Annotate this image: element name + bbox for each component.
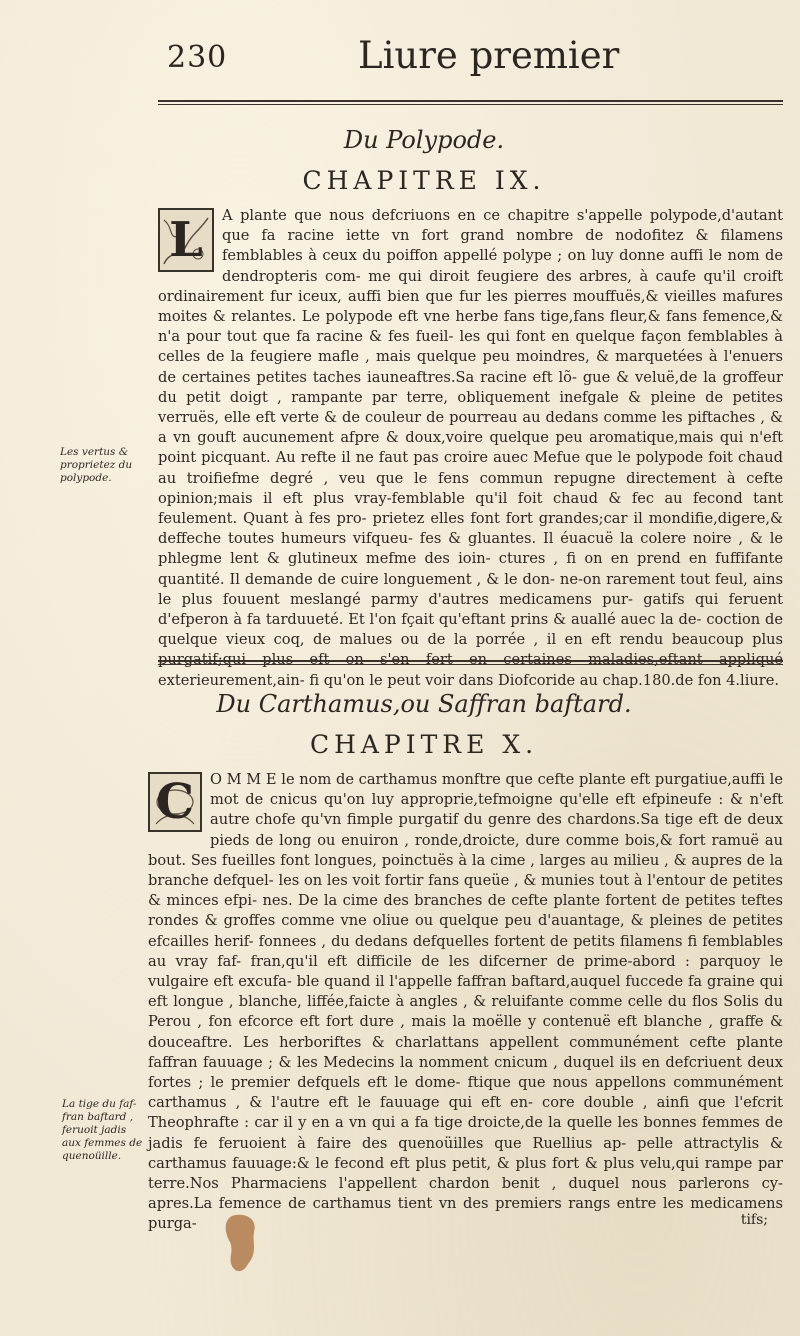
chapter-ix-text xyxy=(158,206,783,691)
dropcap-letter: C xyxy=(155,774,195,830)
header-rule xyxy=(158,100,783,102)
margin-note-vertus: Les vertus & proprietez du polypode. xyxy=(60,446,133,484)
section-divider-secondary xyxy=(158,664,783,665)
paragraph: A plante que nous defcriuons en ce chapitre s'appelle polypode,d'autant que fa racine iette vn fort grand nombre de nodofitez & filamens femblables à ceux du poiffon appellé polype ; on luy donne auffi le nom de dendropteris com- me qui diroit feugiere des arbres, à caufe qu'il croift ordinairement fur iceux, auffi bien que fur les pierres mouffuës,& vieilles mafures moites & relantes. Le polypode eft vne herbe fans tige,fans fleur,& fans femence,& n'a pour tout que fa racine & fes fueil- les qui font en quelque façon femblables à celles de la feugiere mafle , mais quelque peu moindres, & marquetées à l'enuers de certaines petites taches iauneaftres.Sa racine eft lõ- gue & veluë,de la groffeur du petit doigt , rampante par terre, obliquement inefgale & pleine de petites verruës, elle eft verte & de couleur de pourreau au dedans comme les piftaches , & a vn gouft aucunement afpre & doux,voire quelque peu aromatique,mais qui n'eft point picquant. Au refte il ne faut pas croire auec Mefue que le polypode foit chaud au troifiefme degré , veu que le fens commun repugne directement à cefte opinion;mais il eft plus vray-femblable qu'il foit chaud & fec au fecond tant feulement. Quant à fes pro- prietez elles font fort grandes;car il mondifie,digere,& deffeche toutes humeurs vifqueu- fes & gluantes. Il éuacuë la colere noire , & le phlegme lent & glutineux mefme des ioin- ctures , fi on en prend en fuffifante quantité. Il demande de cuire longuement , & le don- ne-on rarement tout feul, ains le plus fouuent meslangé parmy d'autres medicamens pur- gatifs qui feruent d'efperon à fa tarduueté. Et l'on fçait qu'eftant prins & auallé auec la de- coction de quelque vieux coq, de malues ou de la porrée , il en eft rendu beaucoup plus purgatif;qui plus eft on s'en fert en certaines maladies,eftant appliqué exterieurement,ain- fi qu'on le peut voir dans Diofcoride au chap.180.de fon 4.liure. xyxy=(158,207,783,689)
ink-stain-icon xyxy=(222,1212,260,1276)
chapter-x-text xyxy=(148,770,783,1235)
chapter-heading-ix: CHAPITRE IX. xyxy=(302,166,546,195)
header-rule-secondary xyxy=(158,104,783,105)
section-divider xyxy=(158,660,783,662)
dropcap-c xyxy=(148,772,202,832)
running-title: Liure premier xyxy=(358,34,620,77)
page-number: 230 xyxy=(167,40,228,75)
dropcap-l xyxy=(158,208,214,272)
section-title-carthamus: Du Carthamus,ou Saffran baftard. xyxy=(216,690,632,718)
margin-note-tige: La tige du faf- fran baftard , feruoit jadis aux femmes de quenoüille. xyxy=(62,1098,143,1162)
dropcap-letter: L xyxy=(169,212,203,268)
chapter-heading-x: CHAPITRE X. xyxy=(309,730,539,759)
paragraph: O M M E le nom de carthamus monftre que cefte plante eft purgatiue,auffi le mot de cnicus qu'on luy approprie,tefmoigne qu'elle eft efpineufe : & n'eft autre chofe qu'vn fimple purgatif du genre des chardons.Sa tige eft de deux pieds de long ou enuiron , ronde,droicte, dure comme bois,& fort ramuë au bout. Ses fueilles font longues, poinctuës à la cime , larges au milieu , & aupres de la branche defquel- les on les voit fortir fans queüe , & munies tout à l'entour de petites & minces efpi- nes. De la cime des branches de cefte plante fortent de petites teftes rondes & groffes comme vne oliue ou quelque peu d'auantage, & pleines de petites efcailles herif- fonnees , du dedans defquelles fortent de petits filamens fi femblables au vray faf- fran,qu'il eft difficile de les difcerner de prime-abord : parquoy le vulgaire eft excufa- ble quand il l'appelle faffran baftard,auquel fuccede fa graine qui eft longue , blanche, liffée,faicte à angles , & reluifante comme celle du flos Solis du Perou , fon efcorce eft fort dure , mais la moëlle y contenuë eft blanche , graffe & douceaftre. Les herboriftes & charlattans appellent communément cefte plante faffran fauuage ; & les Medecins la nomment cnicum , duquel ils en defcriuent deux fortes ; le premier defquels eft le dome- ftique que nous appellons communément carthamus , & l'autre eft le fauuage qui eft en- core double , ainfi que l'efcrit Theophrafte : car il y en a vn qui a fa tige droicte,de la quelle les bonnes femmes de jadis fe feruoient à faire des quenoüilles que Ruellius ap- pelle attractylis & carthamus fauuage:& le fecond eft plus petit, & plus fort & plus velu,qui rampe par terre.Nos Pharmaciens l'appellent chardon benit , duquel nous parlerons cy- apres.La femence de carthamus tient vn des premiers rangs entre les medicamens purga- xyxy=(148,771,783,1233)
catchword: tifs; xyxy=(740,1212,768,1228)
section-title-polypode: Du Polypode. xyxy=(343,126,505,154)
